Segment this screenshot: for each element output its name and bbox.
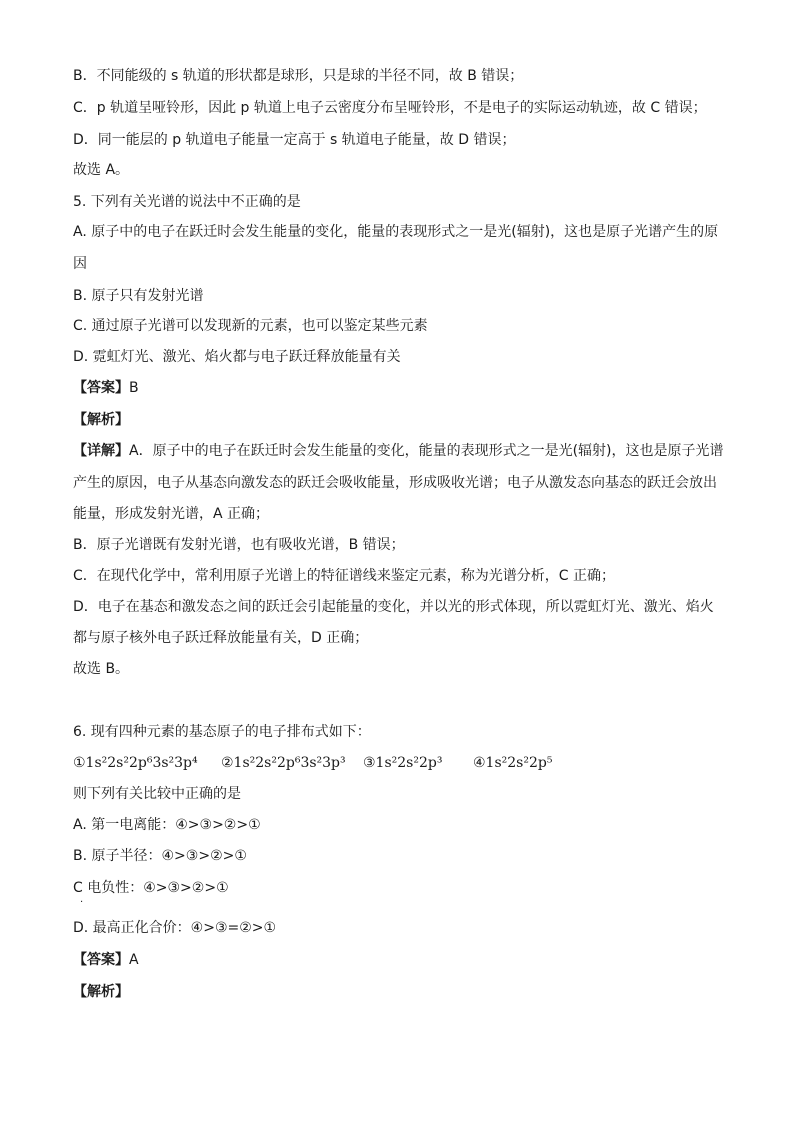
q5-detail-a-line1: [73, 441, 724, 461]
q5-conclusion: 故选 B。: [73, 661, 130, 677]
q5-option-d: D. 霓虹灯光、激光、焰火都与电子跃迁释放能量有关: [73, 349, 401, 365]
prev-option-c-explanation: C．p 轨道呈哑铃形，因此 p 轨道上电子云密度分布呈哑铃形，不是电子的实际运动轨迹，故 C 错误；: [73, 100, 707, 116]
q6-config-3: ③1s²2s²2p³: [363, 755, 443, 771]
q5-analysis-label: 【解析】: [73, 412, 129, 428]
q6-answer-value: A: [129, 952, 139, 968]
q5-detail-d-line2: 都与原子核外电子跃迁释放能量有关，D 正确；: [73, 630, 369, 646]
q6-question: 则下列有关比较中正确的是: [73, 786, 241, 802]
prev-conclusion: 故选 A。: [73, 162, 130, 178]
q5-option-b: B. 原子只有发射光谱: [73, 288, 204, 304]
q5-stem: 5. 下列有关光谱的说法中不正确的是: [73, 194, 301, 210]
q5-answer: [73, 378, 139, 398]
q5-option-c: C. 通过原子光谱可以发现新的元素，也可以鉴定某些元素: [73, 318, 428, 334]
q6-config-2: ②1s²2s²2p⁶3s²3p³: [221, 755, 346, 771]
q5-answer-label: 【答案】: [73, 380, 129, 396]
q6-config-1: ①1s²2s²2p⁶3s²3p⁴: [73, 755, 198, 771]
prev-option-b-explanation: B．不同能级的 s 轨道的形状都是球形，只是球的半径不同，故 B 错误；: [73, 68, 524, 84]
q6-option-b: B. 原子半径：④>③>②>①: [73, 848, 247, 864]
q6-electron-configurations: [73, 753, 552, 773]
q5-option-a-line1: A. 原子中的电子在跃迁时会发生能量的变化，能量的表现形式之一是光(辐射)，这也是原子光谱产生的原: [73, 224, 719, 240]
q5-option-a-line2: 因: [73, 256, 87, 272]
q5-answer-value: B: [129, 380, 139, 396]
q5-detail-b: B．原子光谱既有发射光谱，也有吸收光谱，B 错误；: [73, 537, 405, 553]
q5-detail-label: 【详解】: [73, 443, 129, 459]
prev-option-d-explanation: D．同一能层的 p 轨道电子能量一定高于 s 轨道电子能量，故 D 错误；: [73, 132, 516, 148]
q5-detail-a-text: A．原子中的电子在跃迁时会发生能量的变化，能量的表现形式之一是光(辐射)，这也是原子光谱: [129, 443, 724, 459]
stray-dot-mark: ·: [80, 897, 84, 908]
q6-config-4: ④1s²2s²2p⁵: [473, 755, 553, 771]
q5-detail-a-line3: 能量，形成发射光谱，A 正确；: [73, 506, 270, 522]
q5-detail-d-line1: D．电子在基态和激发态之间的跃迁会引起能量的变化，并以光的形式体现，所以霓虹灯光、激光、焰火: [73, 599, 714, 615]
q6-option-c: C 电负性：④>③>②>①: [73, 880, 229, 896]
q6-stem: 6. 现有四种元素的基态原子的电子排布式如下：: [73, 724, 371, 740]
q6-option-a: A. 第一电离能：④>③>②>①: [73, 817, 261, 833]
q5-detail-c: C．在现代化学中，常利用原子光谱上的特征谱线来鉴定元素，称为光谱分析，C 正确；: [73, 568, 615, 584]
q6-answer-label: 【答案】: [73, 952, 129, 968]
q6-analysis-label: 【解析】: [73, 984, 129, 1000]
q5-detail-a-line2: 产生的原因，电子从基态向激发态的跃迁会吸收能量，形成吸收光谱；电子从激发态向基态的跃迁会放出: [73, 475, 717, 491]
q6-option-d: D. 最高正化合价：④>③=②>①: [73, 920, 277, 936]
q6-answer: [73, 950, 139, 970]
